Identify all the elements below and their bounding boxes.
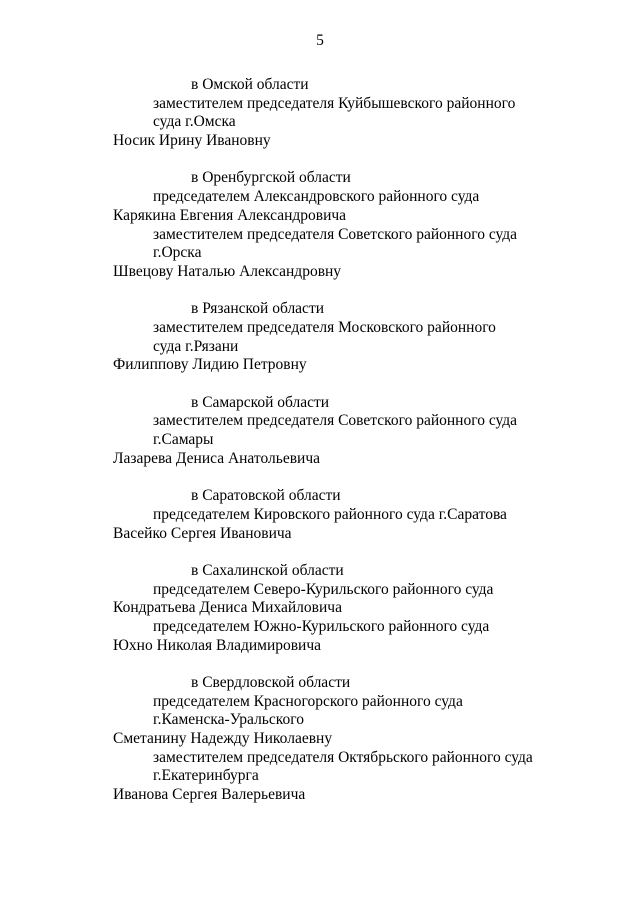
position-line: заместителем председателя Советского районного суда xyxy=(153,225,518,243)
position-line: г.Каменска-Уральского xyxy=(153,711,304,729)
person-name: Швецову Наталью Александровну xyxy=(113,262,342,280)
section-samara xyxy=(113,394,613,469)
position-line: председателем Кировского районного суда г.Саратова xyxy=(153,505,507,523)
section-sverdlovsk xyxy=(113,674,613,805)
person-name: Кондратьева Дениса Михайловича xyxy=(113,599,342,617)
section-sakhalin xyxy=(113,562,613,655)
person-name: Носик Ирину Ивановну xyxy=(113,132,271,150)
person-name: Лазарева Дениса Анатольевича xyxy=(113,449,321,467)
person-name: Юхно Николая Владимировича xyxy=(113,636,322,654)
section-omsk xyxy=(113,76,613,151)
position-line: суда г.Омска xyxy=(153,113,236,131)
position-line: председателем Южно-Курильского районного суда xyxy=(153,617,490,635)
position-line: г.Орска xyxy=(153,244,202,262)
position-line: заместителем председателя Советского районного суда xyxy=(153,412,518,430)
region-heading: в Рязанской области xyxy=(191,300,325,318)
region-heading: в Оренбургской области xyxy=(191,169,351,187)
position-line: г.Екатеринбурга xyxy=(153,767,259,785)
section-saratov xyxy=(113,487,613,543)
region-heading: в Сахалинской области xyxy=(191,561,344,579)
region-heading: в Свердловской области xyxy=(191,674,351,691)
appointments-list xyxy=(113,76,613,805)
position-line: заместителем председателя Октябрьского районного суда xyxy=(153,748,533,766)
position-line: председателем Александровского районного суда xyxy=(153,188,480,206)
person-name: Васейко Сергея Ивановича xyxy=(113,524,292,542)
position-line: г.Самары xyxy=(153,431,214,449)
position-line: председателем Красногорского районного суда xyxy=(153,692,463,710)
region-heading: в Омской области xyxy=(191,76,309,93)
person-name: Иванова Сергея Валерьевича xyxy=(113,786,306,804)
position-line: заместителем председателя Московского районного xyxy=(153,318,496,336)
person-name: Филиппову Лидию Петровну xyxy=(113,356,307,374)
person-name: Сметанину Надежду Николаевну xyxy=(113,730,333,748)
section-ryazan xyxy=(113,300,613,375)
person-name: Карякина Евгения Александровича xyxy=(113,206,347,224)
page-number: 5 xyxy=(316,32,324,49)
position-line: председателем Северо-Курильского районного суда xyxy=(153,580,494,598)
region-heading: в Саратовской области xyxy=(191,487,341,505)
position-line: суда г.Рязани xyxy=(153,337,239,355)
position-line: заместителем председателя Куйбышевского районного xyxy=(153,94,516,112)
region-heading: в Самарской области xyxy=(191,393,330,411)
section-orenburg xyxy=(113,169,613,281)
